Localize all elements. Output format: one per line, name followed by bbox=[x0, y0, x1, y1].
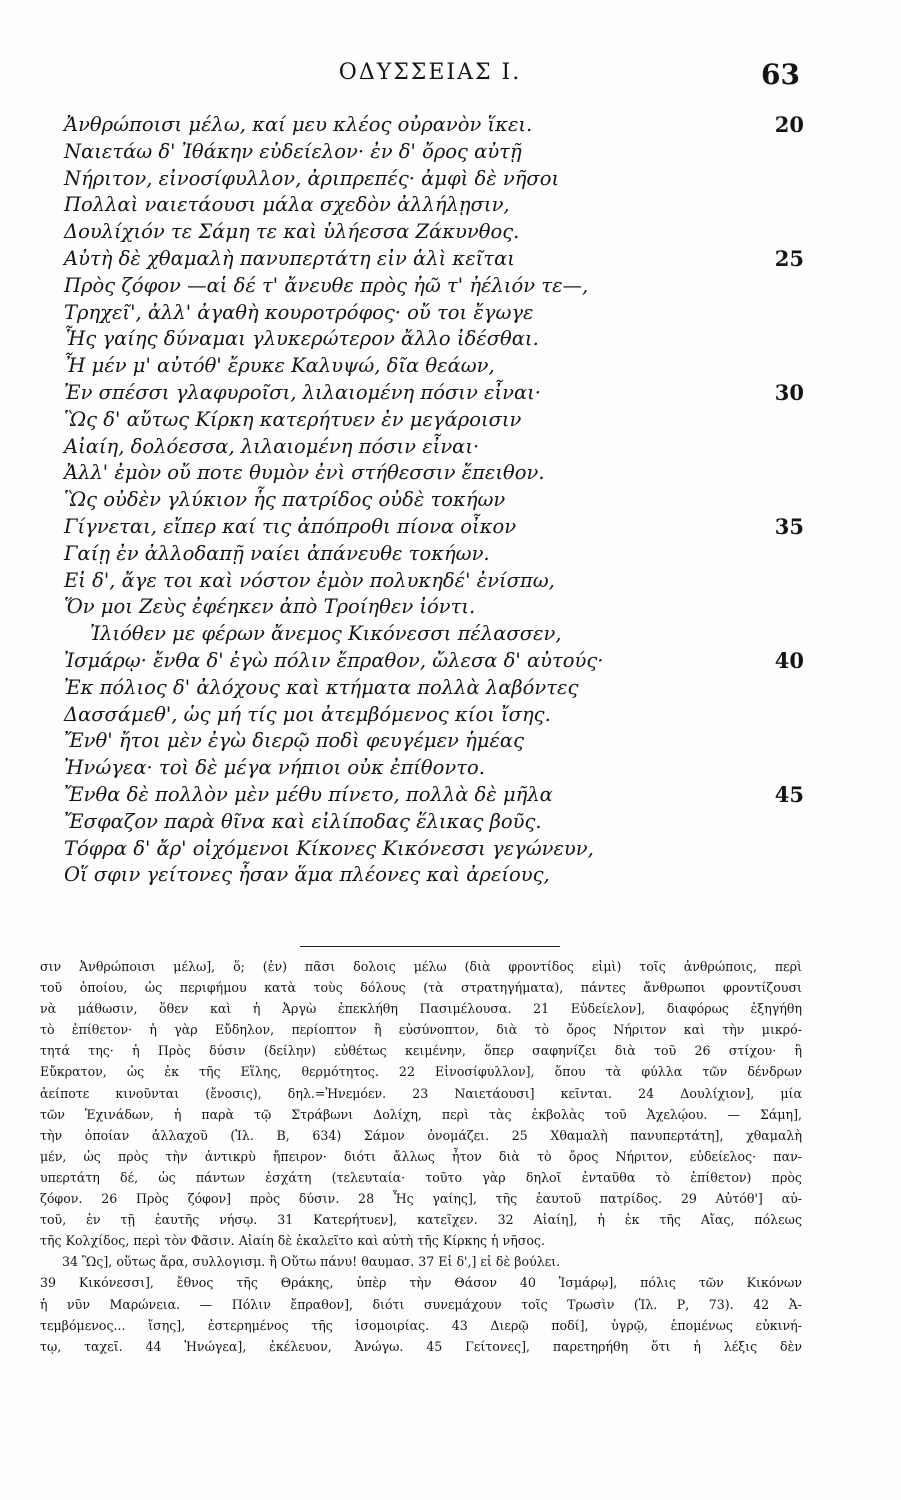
note-line: τὴν ὁποίαν ἀλλαχοῦ (Ἰλ. Β, 634) Σάμον ὀνομάζει. 25 Χθαμαλὴ πανυπερτάτη], χθαμαλὴ bbox=[40, 1127, 802, 1143]
verse-line bbox=[64, 192, 804, 219]
verse-line bbox=[64, 809, 804, 836]
note-line: ἀείποτε κινοῦνται (ἔνοσις), δηλ.=Ἠνεμόεν. 23 Ναιετάουσι] κεῖνται. 24 Δουλίχιον], μία bbox=[40, 1085, 802, 1101]
verse-line bbox=[64, 487, 804, 514]
note-line: 34 Ὣς], οὕτως ἄρα, συλλογισμ. ἢ Οὕτω πάνυ! θαυμασ. 37 Εἰ δ',] εἰ δὲ βούλει. bbox=[62, 1254, 561, 1270]
verse-line bbox=[64, 648, 804, 675]
verse-line bbox=[64, 166, 804, 193]
verse-text: Ἀνθρώποισι μέλω, καί μευ κλέος οὐρανὸν ἵκει. bbox=[64, 113, 533, 136]
verse-number: 35 bbox=[774, 513, 804, 539]
verse-text: Ἐν σπέσσι γλαφυροῖσι, λιλαιομένη πόσιν εἶναι· bbox=[64, 380, 541, 404]
note-line: τῳ, ταχεῖ. 44 Ἠνώγεα], ἐκέλευον, Ἀνώγω. 45 Γείτονες], παρετηρήθη ὅτι ἡ λέξις δὲν bbox=[40, 1338, 802, 1354]
verse-number: 20 bbox=[774, 112, 804, 137]
page-header bbox=[60, 58, 800, 94]
verse-line bbox=[64, 407, 804, 434]
note-line: υπερτάτη δέ, ὡς πάντων ἐσχάτη (τελευταία· τοῦτο γὰρ δηλοῖ ἐνταῦθα τὸ ἐπίθετον) πρὸς bbox=[40, 1169, 802, 1185]
note-line: τητά της· ἡ Πρὸς δύσιν (δείλην) εὐθέτως κειμένην, ὅπερ σαφηνίζει διὰ τοῦ 26 στίχου· ἢ bbox=[40, 1043, 802, 1059]
commentary-notes bbox=[40, 956, 802, 1357]
verse-block bbox=[64, 112, 804, 889]
verse-line bbox=[64, 112, 804, 139]
note-line: μέν, ὡς πρὸς τὴν ἀντικρὺ ἤπειρον· διότι ἄλλως ἦτον διὰ τὸ ὄρος Νήριτον, εὐδείελος· παν- bbox=[40, 1148, 802, 1164]
verse-text: Εἰ δ', ἄγε τοι καὶ νόστον ἐμὸν πολυκηδέ' ἐνίσπω, bbox=[64, 568, 555, 592]
verse-text: Ἔνθ' ἤτοι μὲν ἐγὼ διερῷ ποδὶ φευγέμεν ἡμέας bbox=[64, 729, 525, 753]
verse-text: Ἐκ πόλιος δ' ἀλόχους καὶ κτήματα πολλὰ λαβόντες bbox=[64, 675, 579, 699]
footnote-separator bbox=[300, 946, 560, 947]
verse-line bbox=[64, 434, 804, 461]
verse-line bbox=[64, 541, 804, 568]
verse-text: Ἰλιόθεν με φέρων ἄνεμος Κικόνεσσι πέλασσεν, bbox=[90, 622, 562, 646]
note-line: ζόφον. 26 Πρὸς ζόφον] πρὸς δύσιν. 28 Ἧς γαίης], τῆς ἑαυτοῦ πατρίδος. 29 Αὐτόθ'] αὐ- bbox=[40, 1191, 802, 1207]
verse-line bbox=[64, 675, 804, 702]
verse-line bbox=[64, 836, 804, 863]
note-line: 39 Κικόνεσσι], ἔθνος τῆς Θράκης, ὑπὲρ τὴν Θάσον 40 Ἰσμάρῳ], πόλις τῶν Κικόνων bbox=[40, 1275, 802, 1291]
verse-line bbox=[64, 728, 804, 755]
verse-line bbox=[64, 594, 804, 621]
verse-line bbox=[64, 782, 804, 809]
verse-line bbox=[64, 568, 804, 595]
verse-text: Δουλίχιόν τε Σάμη τε καὶ ὑλήεσσα Ζάκυνθος. bbox=[64, 220, 520, 244]
verse-text: Ὣς δ' αὔτως Κίρκη κατερήτυεν ἐν μεγάροισιν bbox=[64, 407, 522, 431]
verse-number: 25 bbox=[774, 245, 804, 271]
note-line: τὸ ἐπίθετον· ἡ γὰρ Εὔδηλον, περίοπτον ἢ εὐσύνοπτον, διὰ τὸ ὄρος Νήριτον καὶ τὴν μικρό- bbox=[40, 1022, 802, 1038]
verse-number: 45 bbox=[774, 781, 804, 807]
verse-text: Ἔνθα δὲ πολλὸν μὲν μέθυ πίνετο, πολλὰ δὲ μῆλα bbox=[64, 782, 553, 806]
verse-text: Ἦ μέν μ' αὐτόθ' ἔρυκε Καλυψώ, δῖα θεάων, bbox=[64, 354, 495, 378]
note-line: Εὔκρατον, ὡς ἐκ τῆς Εἵλης, θερμότητος. 22 Εἰνοσίφυλλον], ὅπου τὰ φύλλα τῶν δένδρων bbox=[40, 1064, 802, 1080]
verse-text: Δασσάμεθ', ὡς μή τίς μοι ἀτεμβόμενος κίοι ἴσης. bbox=[64, 702, 551, 726]
verse-line bbox=[64, 300, 804, 327]
verse-line bbox=[64, 862, 804, 889]
note-line: τῶν Ἐχινάδων, ἡ παρὰ τῷ Στράβωνι Δολίχη, περὶ τὰς ἐκβολὰς τοῦ Ἀχελῴου. — Σάμη], bbox=[40, 1106, 802, 1122]
verse-text: Πρὸς ζόφον —αἱ δέ τ' ἄνευθε πρὸς ἠῶ τ' ἠέλιόν τε—, bbox=[64, 273, 589, 297]
verse-text: Ἀλλ' ἐμὸν οὔ ποτε θυμὸν ἐνὶ στήθεσσιν ἔπειθον. bbox=[64, 461, 545, 485]
note-line: ἡ νῦν Μαρώνεια. — Πόλιν ἔπραθον], διότι συνεμάχουν τοῖς Τρωσὶν (Ἰλ. Ρ, 73). 42 Ἀ- bbox=[40, 1296, 802, 1312]
verse-number: 40 bbox=[774, 647, 804, 673]
note-line: νὰ μάθωσιν, ὅθεν καὶ ἡ Ἀργὼ ἐπεκλήθη Πασιμέλουσα. 21 Εὐδείελον], διαφόρως ἐξηγήθη bbox=[40, 1001, 802, 1017]
verse-text: Αὐτὴ δὲ χθαμαλὴ πανυπερτάτη εἰν ἁλὶ κεῖται bbox=[64, 246, 515, 270]
verse-text: Τρηχεῖ', ἀλλ' ἀγαθὴ κουροτρόφος· οὔ τοι ἔγωγε bbox=[64, 300, 534, 324]
verse-line bbox=[64, 139, 804, 166]
verse-text: Πολλαὶ ναιετάουσι μάλα σχεδὸν ἀλλήλῃσιν, bbox=[64, 193, 510, 217]
note-line: τῆς Κολχίδος, περὶ τὸν Φᾶσιν. Αἰαίη δὲ ἐκαλεῖτο καὶ αὐτὴ τῆς Κίρκης ἡ νῆσος. bbox=[40, 1233, 545, 1249]
verse-text: Τόφρα δ' ἄρ' οἰχόμενοι Κίκονες Κικόνεσσι γεγώνευν, bbox=[64, 836, 594, 860]
verse-text: Αἰαίη, δολόεσσα, λιλαιομένη πόσιν εἶναι· bbox=[64, 434, 480, 458]
note-line: τοῦ ὁποίου, ὡς περιφήμου κατὰ τοὺς δόλους (τὰ στρατηγήματα), πάντες ἄνθρωποι φροντίζουσι bbox=[40, 980, 802, 996]
verse-line bbox=[64, 353, 804, 380]
note-line: σιν Ἀνθρώποισι μέλω], ὅ; (ἐν) πᾶσι δολοις μέλω (διὰ φροντίδος εἰμὶ) τοῖς ἀνθρώποις, περὶ bbox=[40, 959, 802, 974]
verse-number: 30 bbox=[774, 379, 804, 405]
page-number: 63 bbox=[761, 58, 800, 91]
verse-text: Ἠνώγεα· τοὶ δὲ μέγα νήπιοι οὐκ ἐπίθοντο. bbox=[64, 756, 485, 780]
note-line: τεμβόμενος... ἴσης], ἐστερημένος τῆς ἰσομοιρίας. 43 Διερῷ ποδί], ὑγρῷ, ἑπομένως εὐκινή- bbox=[40, 1317, 802, 1333]
verse-text: Ὅν μοι Ζεὺς ἐφέηκεν ἀπὸ Τροίηθεν ἰόντι. bbox=[64, 595, 476, 619]
verse-line bbox=[64, 621, 804, 648]
verse-line bbox=[64, 273, 804, 300]
note-line: τοῦ, ἐν τῇ ἑαυτῆς νήσῳ. 31 Κατερήτυεν], κατεῖχεν. 32 Αἰαίη], ἡ ἐκ τῆς Αἴας, πόλεως bbox=[40, 1212, 802, 1228]
verse-text: Ἰσμάρῳ· ἔνθα δ' ἐγὼ πόλιν ἔπραθον, ὤλεσα δ' αὐτούς· bbox=[64, 648, 604, 672]
verse-text: Νήριτον, εἰνοσίφυλλον, ἀριπρεπές· ἀμφὶ δὲ νῆσοι bbox=[64, 166, 560, 190]
verse-text: Ναιετάω δ' Ἰθάκην εὐδείελον· ἐν δ' ὄρος αὐτῇ bbox=[64, 139, 522, 163]
verse-line bbox=[64, 380, 804, 407]
verse-line bbox=[64, 514, 804, 541]
running-title: ΟΔΥΣΣΕΙΑΣ Ι. bbox=[338, 60, 522, 85]
verse-text: Γίγνεται, εἴπερ καί τις ἀπόπροθι πίονα οἶκον bbox=[64, 514, 517, 538]
verse-text: Ἧς γαίης δύναμαι γλυκερώτερον ἄλλο ἰδέσθαι. bbox=[64, 327, 539, 351]
verse-text: Οἵ σφιν γείτονες ἦσαν ἅμα πλέονες καὶ ἀρείους, bbox=[64, 863, 550, 887]
verse-text: Ἔσφαζον παρὰ θῖνα καὶ εἰλίποδας ἕλικας βοῦς. bbox=[64, 809, 542, 833]
verse-text: Ὣς οὐδὲν γλύκιον ἧς πατρίδος οὐδὲ τοκήων bbox=[64, 488, 506, 512]
verse-line bbox=[64, 460, 804, 487]
verse-line bbox=[64, 702, 804, 729]
verse-line bbox=[64, 326, 804, 353]
verse-line bbox=[64, 219, 804, 246]
verse-line bbox=[64, 755, 804, 782]
verse-text: Γαίῃ ἐν ἀλλοδαπῇ ναίει ἀπάνευθε τοκήων. bbox=[64, 541, 490, 565]
verse-line bbox=[64, 246, 804, 273]
